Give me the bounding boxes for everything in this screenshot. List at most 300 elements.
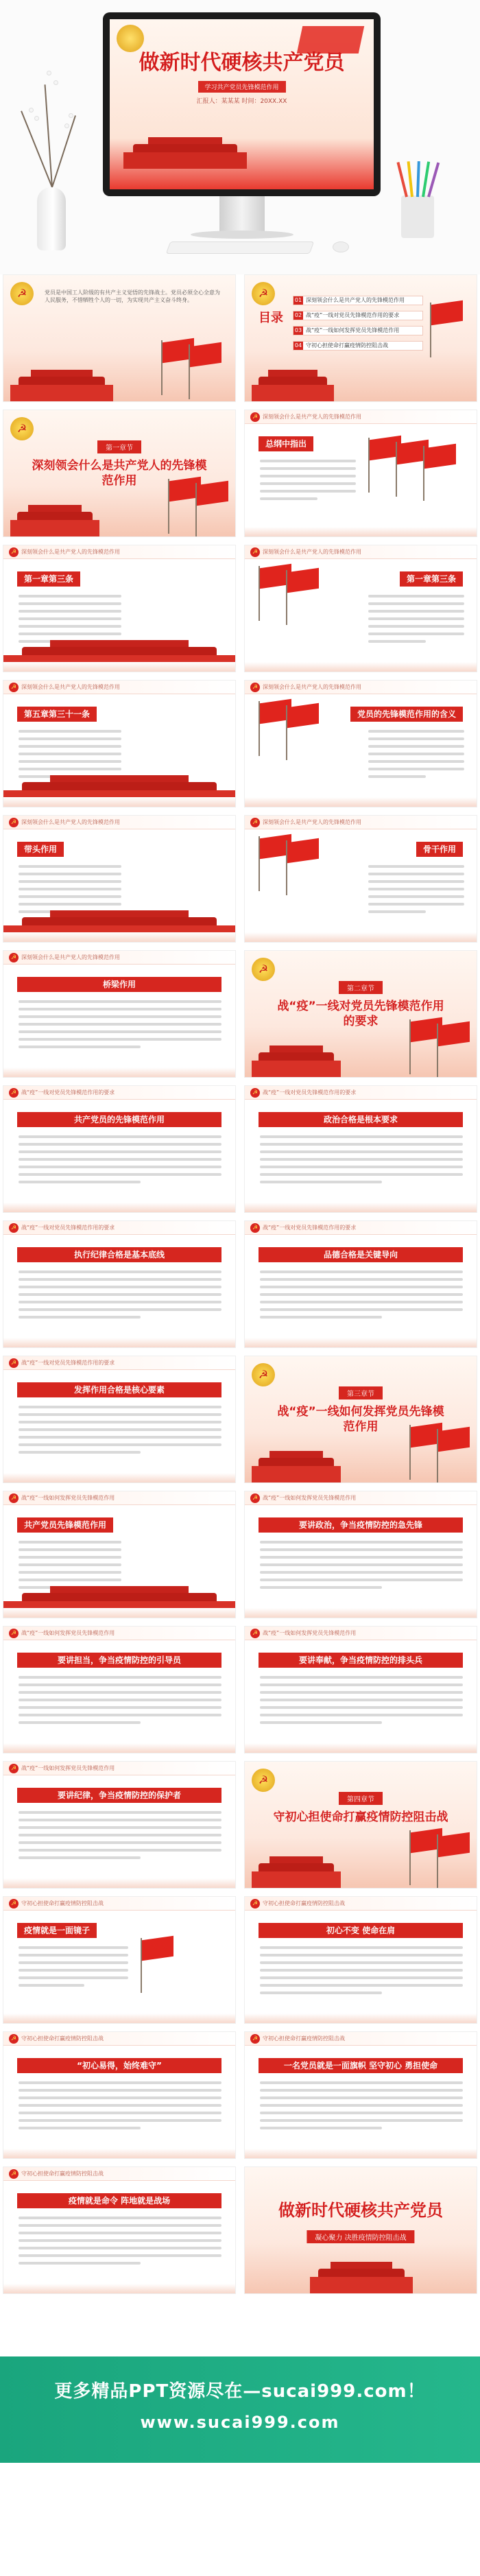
- slide-header-text: 深刻领会什么是共产党人的先锋模范作用: [263, 819, 361, 825]
- slide-thumbnail[interactable]: [244, 1356, 477, 1483]
- text-line: [19, 1316, 141, 1319]
- text-line: [19, 1954, 128, 1957]
- party-emblem-icon: ☭: [250, 1493, 260, 1503]
- text-line: [19, 2239, 221, 2242]
- text-line: [19, 2247, 221, 2249]
- text-line: [260, 1721, 382, 1724]
- slide-thumbnail[interactable]: [3, 1626, 236, 1753]
- slide-title-banner: 共产党员的先锋模范作用: [17, 1112, 221, 1127]
- text-line: [260, 1143, 463, 1146]
- party-emblem-icon: ☭: [250, 1899, 260, 1909]
- text-line: [19, 2112, 221, 2114]
- text-line: [19, 737, 121, 740]
- footer-wave: [245, 797, 477, 807]
- slide-header-text: 守初心担使命打赢疫情防控阻击战: [21, 1900, 104, 1906]
- party-emblem-icon: ☭: [252, 1363, 275, 1386]
- slide-title-banner: 第五章第三十一条: [17, 707, 97, 722]
- text-line: [19, 610, 121, 613]
- slide-header-text: 深刻领会什么是共产党人的先锋模范作用: [263, 549, 361, 555]
- party-emblem-icon: ☭: [252, 282, 275, 305]
- intro-paragraph: 党员是中国工人阶级的有共产主义觉悟的先锋战士。党员必须全心全意为人民服务，不惜牺牲个人的一切，为实现共产主义奋斗终身。: [45, 289, 220, 303]
- slide-header: [245, 1491, 477, 1505]
- text-line: [260, 482, 356, 485]
- party-emblem-icon: ☭: [10, 417, 34, 440]
- slide-thumbnail[interactable]: [3, 1761, 236, 1889]
- slide-thumbnail[interactable]: [3, 2166, 236, 2294]
- toc-number: 01: [294, 297, 302, 303]
- red-flag-icon: [142, 1936, 173, 1961]
- section-title: 战“疫”一线对党员先锋模范作用的要求: [277, 1000, 444, 1028]
- text-placeholder-lines: [19, 1135, 221, 1188]
- slide-title-banner: “初心易得，始终难守”: [17, 2058, 221, 2073]
- slide-header-text: 战“疫”一线对党员先锋模范作用的要求: [263, 1089, 357, 1096]
- slide-header: [245, 545, 477, 559]
- slide-thumbnail[interactable]: [244, 545, 477, 672]
- text-line: [19, 1811, 221, 1814]
- party-emblem-icon: ☭: [250, 1223, 260, 1233]
- slide-header: [245, 816, 477, 829]
- slide-thumbnail[interactable]: [244, 1220, 477, 1348]
- text-line: [260, 1293, 463, 1296]
- toc-item-label: 深刻领会什么是共产党人的先锋模范作用: [306, 297, 405, 303]
- closing-subtitle: 凝心聚力 决胜疫情防控阻击战: [307, 2230, 414, 2243]
- text-line: [260, 2089, 463, 2092]
- text-line: [19, 760, 121, 763]
- slide-thumbnail[interactable]: [244, 410, 477, 537]
- slide-thumbnail[interactable]: [3, 410, 236, 537]
- text-line: [19, 617, 121, 620]
- slide-thumbnail[interactable]: [3, 545, 236, 672]
- text-line: [19, 1135, 221, 1138]
- text-line: [19, 1166, 221, 1168]
- text-line: [19, 1271, 221, 1273]
- text-line: [19, 1000, 221, 1003]
- footer-wave: [3, 2284, 235, 2293]
- footer-wave: [3, 662, 235, 672]
- slide-title-banner: 政治合格是根本要求: [259, 1112, 463, 1127]
- text-placeholder-lines: [19, 1811, 221, 1864]
- text-line: [19, 1286, 221, 1288]
- slide-thumbnail[interactable]: [3, 1085, 236, 1213]
- text-line: [19, 1834, 221, 1836]
- text-placeholder-lines: [368, 865, 464, 918]
- party-emblem-icon: ☭: [9, 1358, 19, 1368]
- text-placeholder-lines: [19, 1946, 128, 1992]
- text-line: [19, 625, 121, 628]
- tiananmen-gate-icon: [10, 501, 99, 536]
- footer-wave: [245, 1338, 477, 1347]
- text-placeholder-lines: [368, 595, 464, 648]
- monitor-base: [191, 231, 293, 239]
- text-line: [260, 1676, 463, 1679]
- text-line: [19, 595, 121, 598]
- text-line: [260, 1961, 463, 1964]
- party-emblem-icon: ☭: [9, 2034, 19, 2044]
- red-flag-icon: [190, 342, 221, 367]
- text-line: [260, 1301, 463, 1303]
- text-line: [19, 1413, 221, 1416]
- text-line: [19, 1293, 221, 1296]
- text-placeholder-lines: [260, 2081, 463, 2134]
- text-line: [260, 1714, 463, 1716]
- footer-wave: [3, 2149, 235, 2158]
- footer-wave: [3, 1473, 235, 1482]
- text-line: [260, 497, 317, 500]
- mouse-decoration: [333, 241, 349, 252]
- text-line: [19, 1436, 221, 1439]
- slide-thumbnail[interactable]: [3, 274, 236, 402]
- slide-header-text: 守初心担使命打赢疫情防控阻击战: [263, 1900, 345, 1906]
- text-line: [19, 2096, 221, 2099]
- text-line: [260, 1984, 463, 1987]
- page-footer-blank: [0, 2463, 480, 2576]
- slide-header: [3, 545, 235, 559]
- text-line: [19, 1045, 141, 1048]
- slide-thumbnail[interactable]: [3, 2031, 236, 2159]
- footer-wave: [245, 662, 477, 672]
- slide-header: [245, 681, 477, 694]
- party-emblem-icon: ☭: [9, 1764, 19, 1773]
- party-emblem-icon: ☭: [252, 1769, 275, 1792]
- text-line: [260, 1135, 463, 1138]
- party-emblem-icon: ☭: [9, 1088, 19, 1098]
- text-line: [19, 1143, 221, 1146]
- slide-header: [3, 951, 235, 965]
- slide-header-text: 战“疫”一线对党员先锋模范作用的要求: [21, 1225, 115, 1231]
- red-flag-icon: [424, 444, 456, 469]
- slide-title-banner: 共产党员先锋模范作用: [17, 1517, 113, 1533]
- text-line: [260, 1556, 463, 1559]
- party-emblem-icon: ☭: [9, 1223, 19, 1233]
- text-line: [19, 1946, 128, 1949]
- monitor-frame: [103, 12, 381, 196]
- hero-showcase: [0, 0, 480, 274]
- text-line: [260, 1954, 463, 1957]
- text-line: [19, 880, 121, 883]
- section-tag: 第三章节: [339, 1386, 383, 1399]
- text-line: [260, 1969, 463, 1972]
- slide-thumbnail[interactable]: [244, 1085, 477, 1213]
- text-line: [260, 1571, 463, 1574]
- slide-thumbnail[interactable]: [244, 815, 477, 943]
- slide-title-banner: 疫情就是命令 阵地就是战场: [17, 2193, 221, 2208]
- text-line: [19, 1699, 221, 1701]
- text-line: [19, 2224, 221, 2227]
- text-line: [19, 1038, 221, 1041]
- promo-banner[interactable]: [0, 2356, 480, 2463]
- footer-wave: [245, 1743, 477, 1753]
- text-line: [260, 1158, 463, 1161]
- text-line: [260, 1316, 382, 1319]
- pencil-cup-decoration: [401, 196, 434, 238]
- text-line: [368, 753, 464, 755]
- section-tag: 第四章节: [339, 1792, 383, 1805]
- slide-thumbnail[interactable]: [3, 950, 236, 1078]
- text-line: [19, 753, 121, 755]
- slide-title-banner: 桥梁作用: [17, 977, 221, 992]
- party-emblem-icon: ☭: [250, 1629, 260, 1638]
- section-title: 战“疫”一线如何发挥党员先锋模范作用: [277, 1405, 444, 1434]
- tiananmen-gate-icon: [252, 1447, 341, 1482]
- text-line: [260, 1278, 463, 1281]
- footer-wave: [3, 1203, 235, 1212]
- text-line: [260, 1563, 463, 1566]
- text-line: [19, 1961, 128, 1964]
- toc-number: 02: [294, 312, 302, 318]
- slide-header-text: 战“疫”一线对党员先锋模范作用的要求: [21, 1360, 115, 1366]
- party-emblem-icon: ☭: [9, 1899, 19, 1909]
- text-line: [260, 1699, 463, 1701]
- slide-header-text: 战“疫”一线如何发挥党员先锋模范作用: [263, 1630, 357, 1636]
- slide-title-banner: 一名党员就是一面旗帜 坚守初心 勇担使命: [259, 2058, 463, 2073]
- footer-wave: [245, 2149, 477, 2158]
- slide-thumbnail[interactable]: [3, 1356, 236, 1483]
- slide-title-banner: 总纲中指出: [259, 436, 313, 451]
- footer-wave: [245, 1203, 477, 1212]
- slide-thumbnail[interactable]: [3, 1220, 236, 1348]
- text-line: [368, 888, 464, 890]
- slide-header: [3, 1491, 235, 1505]
- tiananmen-gate-icon: [310, 2258, 413, 2293]
- red-flag-icon: [438, 1021, 470, 1046]
- footer-wave: [3, 932, 235, 942]
- text-line: [368, 903, 464, 906]
- slide-thumbnail[interactable]: [244, 274, 477, 402]
- slide-title-banner: 骨干作用: [416, 842, 463, 857]
- text-line: [19, 1451, 141, 1454]
- toc-item-label: 战“疫”一线对党员先锋模范作用的要求: [306, 312, 400, 318]
- text-line: [19, 2232, 221, 2234]
- slide-title-banner: 第一章第三条: [400, 571, 463, 587]
- slide-thumbnail[interactable]: [244, 2031, 477, 2159]
- text-line: [260, 460, 356, 462]
- party-emblem-icon: ☭: [250, 2034, 260, 2044]
- text-line: [19, 1023, 221, 1026]
- text-placeholder-lines: [19, 2217, 221, 2269]
- text-line: [368, 895, 464, 898]
- slide-thumbnail[interactable]: [244, 950, 477, 1078]
- text-line: [260, 1691, 463, 1694]
- text-line: [19, 2254, 221, 2257]
- text-line: [19, 1976, 128, 1979]
- slide-header: [3, 816, 235, 829]
- text-line: [19, 1579, 121, 1581]
- text-line: [260, 490, 356, 493]
- slide-title-banner: 要讲纪律，争当疫情防控的保护者: [17, 1788, 221, 1803]
- footer-wave: [3, 1067, 235, 1077]
- footer-wave: [3, 797, 235, 807]
- party-emblem-icon: ☭: [252, 958, 275, 981]
- slide-thumbnail[interactable]: [244, 1491, 477, 1618]
- toc-item[interactable]: [293, 341, 423, 351]
- section-title: 守初心担使命打赢疫情防控阻击战: [273, 1810, 448, 1824]
- text-line: [19, 903, 121, 906]
- text-line: [19, 1714, 221, 1716]
- red-flag-icon: [287, 703, 319, 728]
- text-line: [260, 475, 356, 477]
- text-line: [260, 1706, 463, 1709]
- text-line: [260, 2081, 463, 2084]
- promo-url[interactable]: www.sucai999.com: [140, 2413, 340, 2432]
- slide-header-text: 深刻领会什么是共产党人的先锋模范作用: [263, 684, 361, 690]
- slide-header-text: 深刻领会什么是共产党人的先锋模范作用: [21, 684, 120, 690]
- text-line: [260, 2104, 463, 2107]
- slide-thumbnail[interactable]: [244, 1761, 477, 1889]
- text-placeholder-lines: [368, 730, 464, 783]
- toc-item[interactable]: [293, 326, 423, 335]
- slide-thumbnail[interactable]: [244, 680, 477, 807]
- toc-item[interactable]: [293, 311, 423, 320]
- text-line: [19, 1683, 221, 1686]
- slide-header: [3, 1897, 235, 1911]
- slide-header-text: 深刻领会什么是共产党人的先锋模范作用: [263, 414, 361, 420]
- text-line: [19, 1301, 221, 1303]
- party-emblem-icon: ☭: [9, 818, 19, 827]
- slide-header: [3, 2032, 235, 2046]
- text-line: [260, 1308, 463, 1311]
- footer-wave: [3, 1743, 235, 1753]
- text-line: [19, 1173, 221, 1176]
- text-line: [19, 1676, 221, 1679]
- text-line: [19, 2217, 221, 2219]
- text-line: [19, 1691, 221, 1694]
- text-line: [19, 1428, 221, 1431]
- text-line: [19, 1278, 221, 1281]
- slide-thumbnail[interactable]: [3, 1896, 236, 2024]
- section-tag: 第一章节: [97, 440, 141, 453]
- text-line: [19, 1706, 221, 1709]
- text-line: [19, 1150, 221, 1153]
- text-line: [19, 1030, 221, 1033]
- text-line: [260, 1181, 382, 1183]
- text-line: [260, 1150, 463, 1153]
- slide-title-banner: 发挥作用合格是核心要素: [17, 1382, 221, 1397]
- text-line: [260, 1173, 463, 1176]
- footer-wave: [245, 932, 477, 942]
- party-emblem-icon: ☭: [10, 282, 34, 305]
- text-line: [19, 1181, 141, 1183]
- slide-header-text: 战“疫”一线对党员先锋模范作用的要求: [21, 1089, 115, 1096]
- slide-header: [3, 1762, 235, 1775]
- red-flag-icon: [287, 838, 319, 863]
- cover-presenter: 汇报人：某某某 时间：20XX.XX: [196, 98, 287, 105]
- text-line: [19, 1443, 221, 1446]
- text-placeholder-lines: [260, 1676, 463, 1729]
- slide-header: [245, 2032, 477, 2046]
- text-line: [19, 1819, 221, 1821]
- slide-thumbnail[interactable]: [3, 680, 236, 807]
- text-line: [19, 1849, 221, 1852]
- footer-wave: [245, 527, 477, 536]
- slide-title-banner: 带头作用: [17, 842, 64, 857]
- party-emblem-icon: ☭: [9, 683, 19, 692]
- text-line: [19, 633, 121, 635]
- text-line: [19, 1563, 121, 1566]
- text-line: [19, 745, 121, 748]
- party-emblem-icon: ☭: [250, 547, 260, 557]
- text-line: [19, 1556, 121, 1559]
- red-flag-icon: [438, 1832, 470, 1857]
- party-emblem-icon: ☭: [9, 953, 19, 962]
- text-line: [260, 1548, 463, 1551]
- toc-number: 04: [294, 342, 302, 348]
- toc-item[interactable]: [293, 296, 423, 305]
- text-line: [19, 1008, 221, 1011]
- slide-header: [3, 2167, 235, 2181]
- text-placeholder-lines: [19, 1406, 221, 1458]
- text-line: [19, 768, 121, 770]
- section-tag: 第二章节: [339, 981, 383, 994]
- text-line: [19, 1158, 221, 1161]
- slide-title-banner: 第一章第三条: [17, 571, 80, 587]
- text-line: [368, 625, 464, 628]
- party-emblem-icon: ☭: [250, 1088, 260, 1098]
- text-line: [368, 737, 464, 740]
- text-line: [19, 1721, 141, 1724]
- text-line: [368, 640, 426, 643]
- slide-header: [3, 1627, 235, 1640]
- slide-header-text: 深刻领会什么是共产党人的先锋模范作用: [21, 549, 120, 555]
- toc-item-label: 战“疫”一线如何发挥党员先锋模范作用: [306, 327, 400, 333]
- text-line: [368, 730, 464, 733]
- text-line: [19, 1421, 221, 1423]
- red-flag-icon: [438, 1427, 470, 1452]
- keyboard-decoration: [166, 241, 315, 254]
- cover-slide-preview: [110, 19, 374, 189]
- text-line: [19, 2119, 221, 2122]
- slide-header-text: 战“疫”一线如何发挥党员先锋模范作用: [21, 1765, 115, 1771]
- text-line: [368, 633, 464, 635]
- text-placeholder-lines: [260, 1946, 463, 1999]
- footer-wave: [3, 1608, 235, 1618]
- slide-thumbnail[interactable]: [3, 1491, 236, 1618]
- slide-thumbnail[interactable]: [3, 815, 236, 943]
- text-line: [19, 1548, 121, 1551]
- text-line: [19, 2127, 141, 2129]
- toc-number: 03: [294, 327, 302, 333]
- footer-wave: [3, 1878, 235, 1888]
- text-line: [260, 1683, 463, 1686]
- slide-header-text: 守初心担使命打赢疫情防控阻击战: [263, 2035, 345, 2042]
- slide-title-banner: 要讲奉献，争当疫情防控的排头兵: [259, 1653, 463, 1668]
- slide-thumbnail[interactable]: [244, 1896, 477, 2024]
- text-line: [368, 760, 464, 763]
- cover-title: 做新时代硬核共产党员: [139, 51, 345, 75]
- text-line: [260, 1586, 382, 1589]
- text-line: [260, 1541, 463, 1544]
- text-line: [19, 1841, 221, 1844]
- text-placeholder-lines: [260, 1541, 463, 1594]
- text-line: [19, 2089, 221, 2092]
- text-line: [368, 745, 464, 748]
- text-line: [19, 1015, 221, 1018]
- text-line: [260, 1271, 463, 1273]
- text-line: [19, 2104, 221, 2107]
- text-placeholder-lines: [19, 1000, 221, 1053]
- section-title: 深刻领会什么是共产党人的先锋模范作用: [32, 459, 207, 488]
- text-line: [19, 865, 121, 868]
- slide-thumbnail[interactable]: [244, 2166, 477, 2294]
- slide-thumbnail[interactable]: [244, 1626, 477, 1753]
- slide-header-text: 战“疫”一线如何发挥党员先锋模范作用: [21, 1630, 115, 1636]
- text-line: [19, 1984, 84, 1987]
- text-placeholder-lines: [19, 1676, 221, 1729]
- slide-header: [3, 681, 235, 694]
- footer-wave: [3, 1338, 235, 1347]
- slide-header-text: 深刻领会什么是共产党人的先锋模范作用: [21, 954, 120, 960]
- text-line: [260, 2112, 463, 2114]
- slide-header: [245, 1086, 477, 1100]
